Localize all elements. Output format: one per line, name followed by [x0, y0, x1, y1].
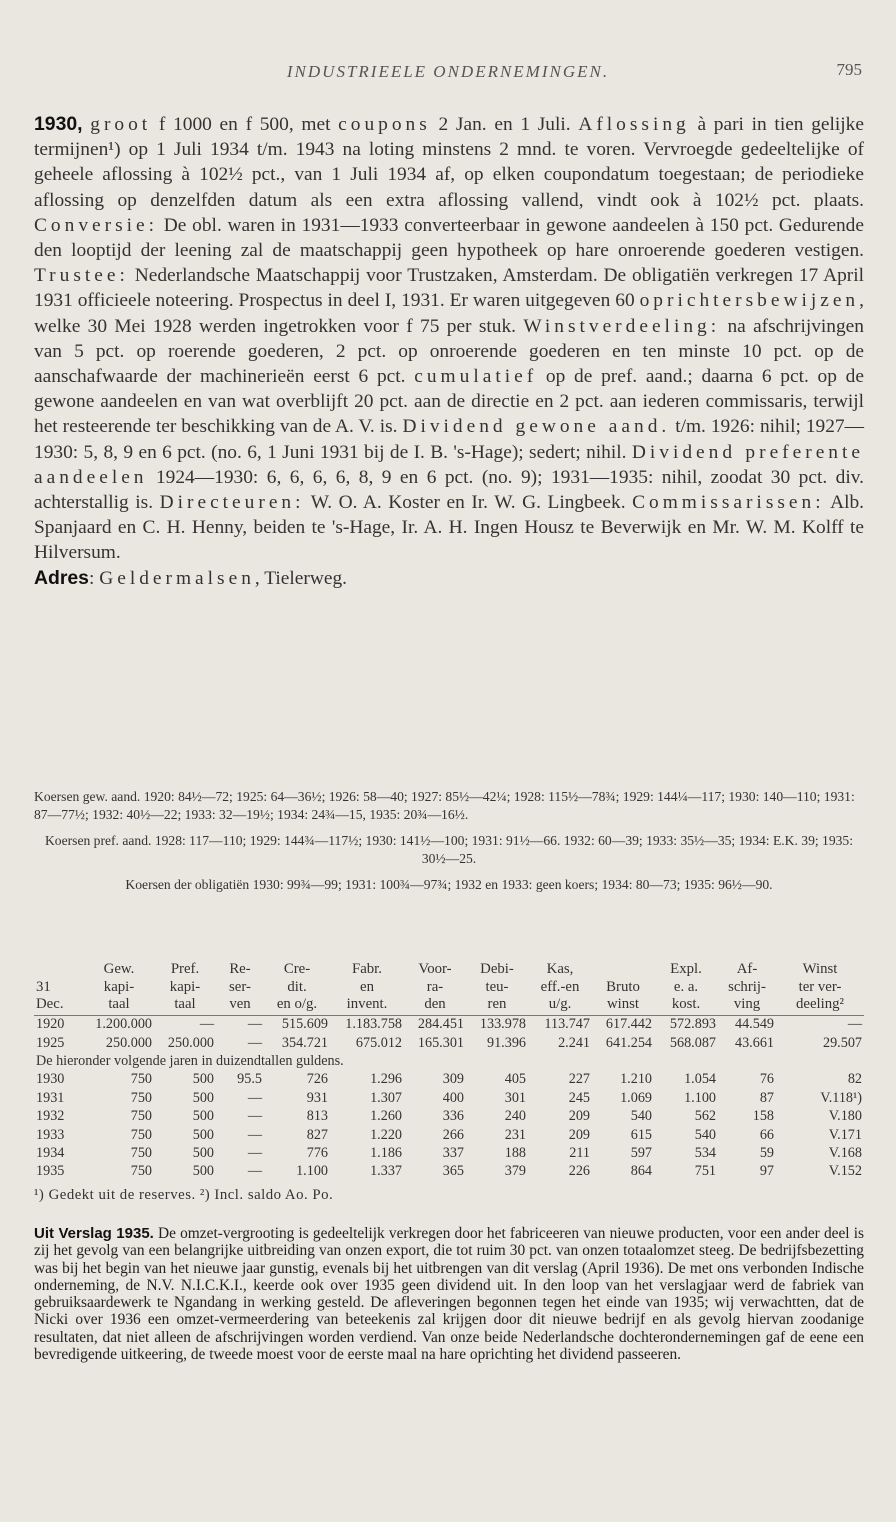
table-cell: 1.210 — [620, 1071, 652, 1088]
table-cell: 1.337 — [370, 1163, 402, 1180]
table-cell: — — [247, 1163, 262, 1180]
header-row — [34, 997, 864, 1015]
table-cell: 227 — [568, 1071, 590, 1088]
table-row — [34, 1126, 864, 1144]
main-paragraph — [34, 112, 864, 566]
annual-report-excerpt — [34, 1225, 864, 1363]
table-cell: 515.609 — [281, 1016, 328, 1033]
table-cell: — — [247, 1126, 262, 1143]
table-cell: 95.5 — [237, 1071, 262, 1088]
table-cell: 113.747 — [544, 1016, 590, 1033]
header-cell: Voor- — [418, 961, 452, 977]
table-cell: 750 — [130, 1071, 152, 1088]
table-cell: V.180 — [828, 1108, 862, 1125]
table-cell: 76 — [759, 1071, 774, 1088]
term-trustee: Trustee: — [34, 265, 129, 287]
table-cell: 534 — [694, 1144, 716, 1161]
term-coupons: coupons — [338, 114, 431, 135]
term-cumulatief: cumulatief — [414, 366, 538, 388]
prices-ordinary-shares: Koersen gew. aand. 1920: 84½—72; 1925: 64—36½; 1926: 58—40; 1927: 85½—42¼; 1928: 115½—78¾; 1929: 144¼—117; 1930: 140—110; 1931: 87—77½; 1932: 40½—22; 1933: 32—19½; 1934: 24¾—15, 1935: 20¾—16½. — [34, 789, 855, 822]
table-cell: 568.087 — [669, 1034, 716, 1051]
header-cell: Pref. — [170, 961, 200, 977]
table-cell: 250.000 — [167, 1034, 214, 1051]
table-cell: 500 — [192, 1071, 214, 1088]
page-number: 795 — [836, 60, 862, 79]
term-groot: groot — [90, 114, 152, 135]
table-row — [34, 1071, 864, 1089]
address-street: , Tielerweg. — [254, 567, 348, 589]
term-oprichtersbewijzen: oprichtersbewijzen — [639, 290, 860, 312]
table-cell: 226 — [568, 1163, 590, 1180]
table-cell: 337 — [442, 1144, 464, 1161]
table-cell: 675.012 — [355, 1034, 402, 1051]
header-cell: kapi- — [169, 978, 201, 995]
text-segment: t/m. 1926: nihil; 1927—1930: 5, 8, 9 en 6 pct. (no. 6, 1 Juni 1931 bij de I. B. 's-Hage); sedert; nihil. — [34, 416, 864, 463]
text-segment: , welke 30 Mei 1928 werden ingetrokken voor f 75 per stuk. — [34, 290, 864, 337]
table-cell: 500 — [192, 1126, 214, 1143]
running-title: INDUSTRIEELE ONDERNEMINGEN. — [286, 62, 610, 81]
table-cell: V.118¹) — [820, 1089, 862, 1106]
table-cell: 1.186 — [370, 1144, 402, 1161]
table-cell: — — [247, 1108, 262, 1125]
header-cell: Bruto — [606, 978, 640, 995]
table-cell: 379 — [504, 1163, 526, 1180]
table-cell: 751 — [694, 1163, 716, 1180]
table-cell: 165.301 — [417, 1034, 464, 1051]
table-cell: 597 — [630, 1144, 652, 1161]
address-separator: : — [88, 567, 100, 589]
table-cell: 2.241 — [558, 1034, 590, 1051]
header-cell: u/g. — [528, 997, 592, 1015]
table-cell: 776 — [306, 1144, 328, 1161]
text-segment: Alb. Spanjaard en C. H. Henny, beiden te 's-Hage, Ir. A. H. Ingen Housz te Beverwijk en Mr. W. M. Kolff te Hilversum. — [34, 492, 865, 564]
text-segment: f 1000 en f 500, met — [151, 114, 339, 135]
header-cell: eff.-en — [540, 978, 580, 995]
table-header — [34, 962, 864, 1015]
table-cell: 813 — [306, 1108, 328, 1125]
header-cell: e. a. — [673, 978, 699, 995]
report-label: Uit Verslag 1935. — [34, 1225, 154, 1242]
header-cell: taal — [84, 997, 154, 1015]
table-cell: 97 — [759, 1163, 774, 1180]
table-cell: 572.893 — [669, 1016, 716, 1033]
table-cell: 1.220 — [370, 1126, 402, 1143]
header-cell: Cre- — [283, 961, 311, 977]
table-cell: 864 — [630, 1163, 652, 1180]
table-row — [34, 1144, 864, 1162]
table-cell: 301 — [504, 1089, 526, 1106]
table-cell: 284.451 — [417, 1016, 464, 1033]
table-cell: 1.100 — [296, 1163, 328, 1180]
table-cell: 209 — [568, 1108, 590, 1125]
table-cell: — — [247, 1089, 262, 1106]
table-cell: 750 — [130, 1108, 152, 1125]
table-cell: — — [247, 1016, 262, 1033]
header-cell: ter ver- — [798, 978, 842, 995]
text-segment: op de pref. aand.; daarna 6 pct. op de gewone aandeelen en van wat overblijft 20 pct. aan de directie en 2 pct. aan iederen commissaris, terwijl het resteerende ter beschikking van de A. V. is. — [34, 366, 864, 438]
text-segment: na afschrijvingen van 5 pct. op roerende goederen, 2 pct. op onroerende goederen en ten minste 10 pct. op de aanschafwaarde der machinerieën eerst 6 pct. — [34, 315, 864, 388]
table-cell: 750 — [130, 1144, 152, 1161]
header-cell: en — [360, 978, 374, 995]
table-cell: 250.000 — [105, 1034, 152, 1051]
header-cell: Gew. — [103, 961, 135, 977]
table-row — [34, 1015, 864, 1034]
term-dividend-preferente: Dividend preferente aandeelen — [34, 441, 864, 488]
table-cell: 82 — [847, 1071, 862, 1088]
table-cell: — — [199, 1016, 214, 1033]
header-cell: ven — [216, 997, 264, 1015]
table-cell: 43.661 — [734, 1034, 774, 1051]
text-segment: W. O. A. Koster en Ir. W. G. Lingbeek. — [304, 492, 633, 514]
table-cell: 1.054 — [684, 1071, 716, 1088]
header-cell: 31 — [36, 978, 51, 995]
table-row — [34, 1107, 864, 1125]
table-cell: 231 — [504, 1126, 526, 1143]
header-cell: den — [404, 997, 466, 1015]
table-row — [34, 1163, 864, 1181]
table-cell: 266 — [442, 1126, 464, 1143]
term-directeuren: Directeuren: — [159, 492, 305, 514]
prices-preference-shares: Koersen pref. aand. 1928: 117—110; 1929: 144¾—117½; 1930: 141½—100; 1931: 91½—66. 1932: 60—39; 1933: 35½—35; 1934: E.K. 39; 1935: 30½—25. — [44, 833, 854, 866]
header-cell — [34, 962, 84, 980]
text-segment: 1924—1930: 6, 6, 6, 6, 8, 9 en 6 pct. (no. 9); 1931—1935: nihil, zoodat 30 pct. div. achterstallig is. — [34, 466, 864, 514]
header-row — [34, 980, 864, 998]
table-cell: 211 — [569, 1144, 590, 1161]
financial-table-section — [34, 962, 864, 1204]
table-cell: 500 — [192, 1089, 214, 1106]
table-cell: 66 — [759, 1126, 774, 1143]
header-cell: invent. — [330, 997, 404, 1015]
table-cell: V.168 — [828, 1144, 862, 1161]
report-text: De omzet-vergrooting is gedeeltelijk verkregen door het fabriceeren van nieuwe producten, voor een ander deel is zij het gevolg van een belangrijke uitbreiding van onzen export, die tot ruim 30 pct. van onzen totaalomzet steeg. De bedrijfsbezetting was bij het begin van het nieuwe jaar gunstig, evenals bij het uitbrengen van dit verslag (April 1936). De met ons verbonden Indische onderneming, de N.V. N.I.C.K.I., keerde ook over 1935 geen dividend uit. In den loop van het verslagjaar werd de fabriek van gebruiksaardewerk te Ngandang in werking gesteld. De afleveringen begonnen tegen het einde van 1935; wij verwachtten, dat de Nicki over 1936 een omzet-vermeerdering van beteekenis zal krijgen door dit nieuwe bedrijf en als gevolg hiervan zoodanige resultaten, dat niet alleen de afschrijvingen worden verdiend. Van onze beide Nederlandsche dochterondernemingen gaf de eene een bevredigende uitkeering, de tweede moest voor de eerste maal na hare oprichting het dividend passeeren. — [34, 1225, 864, 1364]
table-footnote: ¹) Gedekt uit de reserves. ²) Incl. saldo Ao. Po. — [34, 1187, 334, 1204]
table-note: De hieronder volgende jaren in duizendtallen guldens. — [36, 1052, 344, 1069]
table-cell: 1933 — [36, 1126, 65, 1143]
term-conversie: Conversie: — [34, 214, 159, 236]
header-cell: Expl. — [670, 961, 702, 977]
header-cell: Fabr. — [351, 961, 382, 977]
table-cell: 931 — [306, 1089, 328, 1106]
text-segment: 2 Jan. en 1 Juli. — [430, 114, 579, 135]
table-cell: 1.260 — [370, 1108, 402, 1125]
table-cell: 87 — [759, 1089, 774, 1106]
table-cell: 240 — [504, 1108, 526, 1125]
table-note-row — [34, 1052, 864, 1070]
table-cell: 1934 — [36, 1144, 65, 1161]
table-cell: — — [247, 1034, 262, 1051]
table-cell: 726 — [306, 1071, 328, 1088]
header-cell: Af- — [736, 961, 758, 977]
financial-table — [34, 962, 864, 1181]
table-cell: 309 — [442, 1071, 464, 1088]
header-cell: ser- — [229, 978, 251, 995]
table-cell: 1.183.758 — [345, 1016, 402, 1033]
term-aflossing: Aflossing — [578, 114, 690, 135]
table-cell: 209 — [568, 1126, 590, 1143]
text-segment: De obl. waren in 1931—1933 converteerbaar in gewone aandeelen à 150 pct. Gedurende den looptijd der leening zal de maatschappij geen hypotheek op hare onroerende goederen vestigen. — [34, 214, 864, 262]
body-text — [34, 112, 864, 591]
table-cell: 500 — [192, 1163, 214, 1180]
table-cell: 188 — [504, 1144, 526, 1161]
header-cell: dit. — [287, 978, 307, 995]
header-cell: en o/g. — [264, 997, 330, 1015]
table-cell: 1.100 — [684, 1089, 716, 1106]
header-cell: schrij- — [728, 978, 766, 995]
table-cell: 1.307 — [370, 1089, 402, 1106]
table-cell: 500 — [192, 1108, 214, 1125]
table-cell: 365 — [442, 1163, 464, 1180]
table-cell: 1.069 — [620, 1089, 652, 1106]
prices-bonds: Koersen der obligatiën 1930: 99¾—99; 1931: 100¾—97¾; 1932 en 1933: geen koers; 1934: 80—73; 1935: 96½—90. — [125, 877, 773, 892]
term-dividend-gewone: Dividend gewone aand. — [402, 416, 671, 438]
table-cell: 615 — [630, 1126, 652, 1143]
term-commissarissen: Commissarissen: — [632, 492, 825, 514]
table-cell: 540 — [630, 1108, 652, 1125]
header-cell: ving — [718, 997, 776, 1015]
table-cell: 750 — [130, 1126, 152, 1143]
header-cell: Debi- — [480, 961, 514, 977]
address-label: Adres — [34, 566, 89, 589]
table-cell: 354.721 — [281, 1034, 328, 1051]
header-cell: Kas, — [546, 961, 574, 977]
table-cell: 641.254 — [605, 1034, 652, 1051]
price-section — [34, 788, 864, 902]
header-cell: ren — [466, 997, 528, 1015]
table-cell: 44.549 — [734, 1016, 774, 1033]
table-cell: 400 — [442, 1089, 464, 1106]
text-segment: à pari in tien gelijke termijnen¹) op 1 Juli 1934 t/m. 1943 na loting minstens 2 mnd. te voren. Vervroegde gedeeltelijke of geheele aflossing à 102½ pct., van 1 Juli 1934 af, op elken coupondatum toegestaan; de periodieke aflossing op denzelfden datum als een extra aflossing vallend, vindt ook à 102½ pct. plaats. — [34, 114, 864, 211]
year-lead: 1930, — [34, 113, 83, 135]
header-cell: Dec. — [34, 997, 84, 1015]
table-cell: 158 — [752, 1108, 774, 1125]
header-cell: teu- — [485, 978, 509, 995]
table-cell: V.171 — [828, 1126, 862, 1143]
table-cell: 750 — [130, 1163, 152, 1180]
table-body — [34, 1015, 864, 1181]
header-cell — [592, 962, 654, 980]
table-cell: 1930 — [36, 1071, 65, 1088]
header-cell: winst — [592, 997, 654, 1015]
table-cell: 59 — [759, 1144, 774, 1161]
table-cell: 1932 — [36, 1108, 65, 1125]
table-cell: 1931 — [36, 1089, 65, 1106]
table-cell: 750 — [130, 1089, 152, 1106]
table-row — [34, 1034, 864, 1052]
table-cell: — — [847, 1016, 862, 1033]
address-line — [34, 566, 864, 591]
header-cell: Winst — [802, 961, 838, 977]
table-cell: 91.396 — [486, 1034, 526, 1051]
table-cell: 1925 — [36, 1034, 65, 1051]
table-cell: 245 — [568, 1089, 590, 1106]
table-cell: V.152 — [828, 1163, 862, 1180]
table-cell: 1.296 — [370, 1071, 402, 1088]
text-segment: Nederlandsche Maatschappij voor Trustzaken, Amsterdam. De obligatiën verkregen 17 April 1931 officieele noteering. Prospectus in deel I, 1931. Er waren uitgegeven 60 — [34, 265, 864, 312]
table-cell: 405 — [504, 1071, 526, 1088]
table-cell: — — [247, 1144, 262, 1161]
header-cell: Re- — [229, 961, 251, 977]
table-cell: 1920 — [36, 1016, 65, 1033]
table-cell: 1.200.000 — [95, 1016, 152, 1033]
table-cell: 133.978 — [479, 1016, 526, 1033]
table-cell: 617.442 — [605, 1016, 652, 1033]
table-cell: 827 — [306, 1126, 328, 1143]
table-cell: 1935 — [36, 1163, 65, 1180]
address-place: Geldermalsen — [99, 567, 255, 589]
header-cell: kost. — [654, 997, 718, 1015]
term-winstverdeeling: Winstverdeeling: — [523, 315, 721, 337]
table-cell: 500 — [192, 1144, 214, 1161]
header-cell: deeling² — [776, 997, 864, 1015]
table-cell: 336 — [442, 1108, 464, 1125]
table-cell: 540 — [694, 1126, 716, 1143]
header-cell: ra- — [426, 978, 444, 995]
table-cell: 562 — [694, 1108, 716, 1125]
table-cell: 29.507 — [822, 1034, 862, 1051]
header-cell: kapi- — [103, 978, 135, 995]
header-row — [34, 962, 864, 980]
header-cell: taal — [154, 997, 216, 1015]
table-row — [34, 1089, 864, 1107]
